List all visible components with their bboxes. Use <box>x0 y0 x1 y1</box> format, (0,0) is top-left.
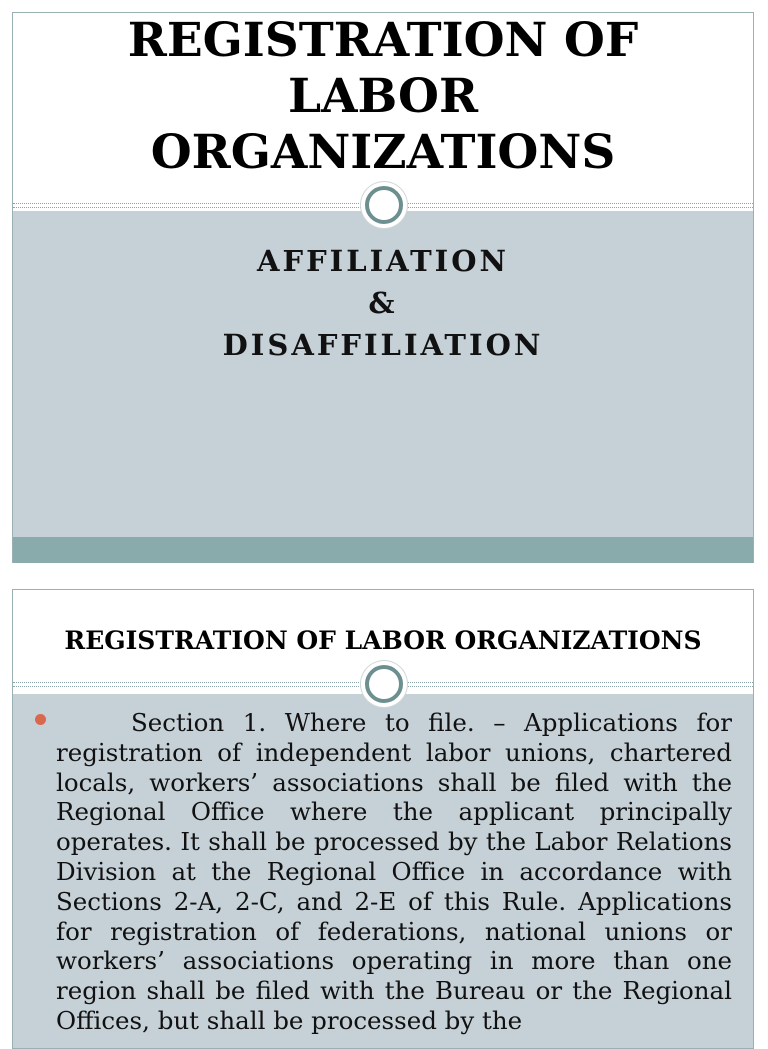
circle-ornament-icon <box>365 186 403 224</box>
slide-title-line-2: LABOR <box>287 69 479 124</box>
slide-title-line-3: ORGANIZATIONS <box>150 125 616 180</box>
slide-heading: REGISTRATION OF LABOR ORGANIZATIONS <box>64 626 702 655</box>
subtitle-line-3: DISAFFILIATION <box>222 328 544 362</box>
bullet-paragraph: Section 1. Where to file. – Applications for registration of independent labor unions, chartered locals, workers’ associations shall be filed with the Regional Office where the applicant principally operates. It shall be processed by the Labor Relations Division at the Regional Office in accordance with Sections 2-A, 2-C, and 2-E of this Rule. Applications for registration of federations, national unions or workers’ associations operating in more than one region shall be filed with the Bureau or the Regional Offices, but shall be processed by the <box>56 708 732 1035</box>
bottom-accent-bar <box>13 537 753 563</box>
subtitle-line-2: & <box>368 286 398 320</box>
bullet-icon <box>35 714 46 725</box>
slide-title <box>13 13 753 205</box>
slide-subtitle <box>13 240 753 366</box>
content-slide[interactable] <box>12 589 754 1049</box>
title-slide[interactable] <box>12 12 754 563</box>
circle-ornament-icon <box>365 665 403 703</box>
subtitle-line-1: AFFILIATION <box>256 244 510 278</box>
slide-title-line-1: REGISTRATION OF <box>127 13 639 68</box>
